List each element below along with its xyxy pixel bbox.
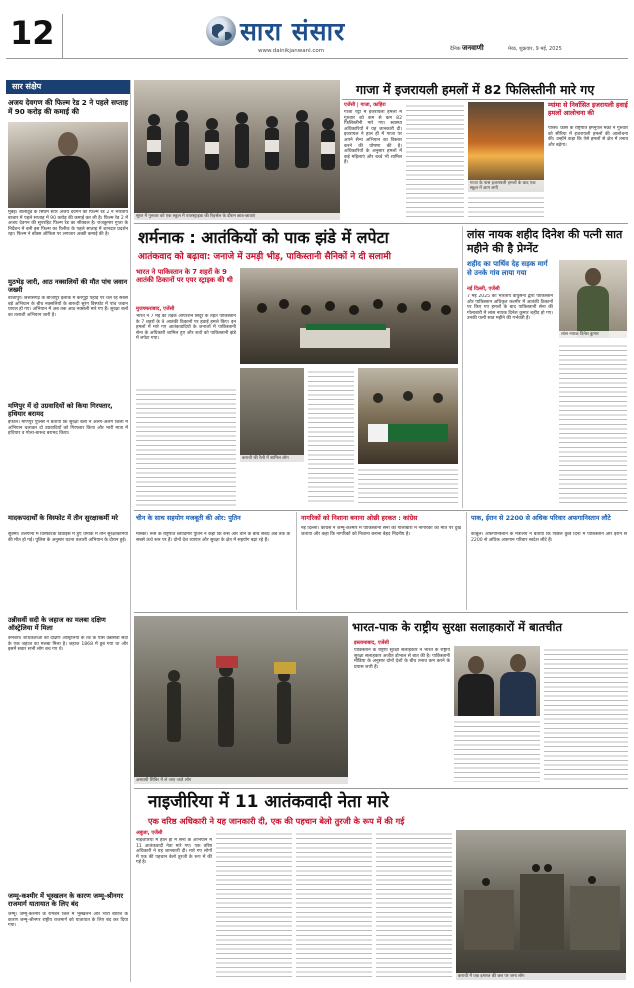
afghan-section — [466, 512, 629, 610]
sidebar-item-title: जम्मू-कश्मीर में भूस्खलन के कारण जम्मू-श्रीनगर राजमार्ग यातायात के लिए बंद — [8, 892, 124, 908]
gaza-body-continued — [468, 194, 544, 220]
sidebar-item-title: मादकपदार्थों के विस्फोट में तीन सुरक्षाकर्मी मरे — [8, 514, 118, 522]
gaza-section — [342, 80, 628, 220]
gaza-dateline: एजेंसी | गाजा, काहिरा — [344, 102, 386, 108]
funeral-crowd-photo — [240, 268, 458, 364]
globe-icon — [206, 16, 236, 46]
nigeria-body: नाइजीरिया में हाल ही में सेना के अभियान में 11 आतंकवादी नेता मारे गए। एक वरिष्ठ अधिकारी ने यह जानकारी दी। मारे गए लोगों में एक की पहचान बेलो तुरजी के रूप में की गई है। — [136, 838, 212, 866]
sidebar-item-body: सुक्मा। तेलंगाना में विस्फोटक डिवाइस में हुए धमाके में तीन सुरक्षाकर्मियों की मौत हो गई। पुलिस के अनुसार घटना तलाशी अभियान के दौरान हुई। — [8, 532, 128, 543]
karachi-rooftop-photo — [456, 830, 626, 980]
nigeria-body-continued — [216, 830, 292, 980]
section-rule — [134, 223, 628, 224]
masthead-divider — [62, 14, 63, 58]
masthead — [0, 0, 634, 78]
lance-naik-body: 7 मई 2025 को भारतीय वायुसेना द्वारा पाकिस्तान और पाकिस्तान अधिकृत कश्मीर में आतंकी ठिकानों पर किए गए हमलों के बाद पाकिस्तानी सेना की गोलाबारी में लांस नायक दिनेश कुमार शहीद हो गए। उनकी पत्नी सात महीने की गर्भवती हैं। — [467, 294, 553, 322]
nsa-body-continued — [454, 718, 540, 782]
refugees-photo — [134, 616, 348, 784]
school-drill-photo — [134, 80, 340, 220]
sharmnak-subhead: आतंकवाद को बढ़ावा: जनाजे में उमड़ी भीड़, पाकिस्तानी सैनिकों ने दी सलामी — [138, 252, 391, 262]
nsa-body-continued — [544, 646, 628, 782]
nigeria-dateline: अबुजा, एजेंसी — [136, 830, 163, 836]
sharmnak-dateline: मुजफ्फराबाद, एजेंसी — [136, 306, 175, 312]
afghan-headline: पाक, ईरान से 2200 से अधिक परिवार अफगानिस्तान लौटे — [471, 514, 611, 522]
photo-caption: अस्थायी शिविर में ले जाए जाते लोग — [134, 777, 348, 784]
sidebar-item-title: मुठभेड़ जारी, आठ नक्सलियों की मौत पांच जवान जख्मी — [8, 278, 128, 294]
putin-body: मॉस्को। रूस के राष्ट्रपति व्लादिमीर पुतिन ने कहा कि रूस और चीन के बीच संबंध अब तक के सबसे ऊंचे स्तर पर हैं। दोनों देश व्यापार और सुरक्षा के क्षेत्र में सहयोग बढ़ा रहे हैं। — [136, 532, 290, 543]
website: www.dainikjanwani.com — [258, 48, 325, 54]
nsa-dateline: इस्लामाबाद, एजेंसी — [354, 640, 389, 646]
paper-name: जनवाणी — [462, 44, 484, 52]
sharmnak-headline: शर्मनाक : आतंकियों को पाक झंडे में लपेटा — [138, 228, 389, 247]
karachi-rally-photo — [240, 368, 304, 462]
gaza-fire-photo — [468, 102, 544, 192]
sidebar-item-body: इंफाल। मणिपुर पुलिस ने बताया कि सुरक्षा बलों ने अलग-अलग जिलों में अभियान चलाकर दो उग्रवादियों को गिरफ्तार किया और भारी मात्रा में हथियार व गोला-बारूद बरामद किया। — [8, 420, 128, 437]
person-silhouette-icon — [458, 656, 494, 716]
congress-headline: नागरिकों को निशाना बनाना ओछी हरकत : कांग्रेस — [301, 514, 418, 522]
gaza-headline: गाजा में इजरायली हमलों में 82 फिलिस्तीनी मारे गए — [356, 82, 595, 97]
nigeria-subhead: एक वरिष्ठ अधिकारी ने यह जानकारी दी, एक की पहचान बेलो तुरजी के रूप में की गई — [148, 816, 405, 826]
nigeria-headline: नाइजीरिया में 11 आतंकवादी नेता मारे — [148, 792, 389, 812]
sidebar-lead-body: मुंबई। बॉलीवुड के सिंघम स्टार अजय देवगन की फिल्म रेड 2 ने भारतीय बाजार में पहले सप्ताह में 90 करोड़ की कमाई कर ली है। फिल्म रेड 2 में अजय देवगन की सुपरहिट फिल्म रेड का सीक्वल है। राजकुमार गुप्ता के निर्देशन में बनी इस फिल्म का रिलीज के पहले सप्ताह में शानदार प्रदर्शन रहा। फिल्म ने बॉक्स ऑफिस पर लगातार अच्छी कमाई की है। — [8, 210, 128, 238]
congress-body: नई दिल्ली। कांग्रेस ने जम्मू-कश्मीर में पाकिस्तानी सेना की गोलाबारी में नागरिकों की मौत पर दुख जताया और कहा कि नागरिकों को निशाना बनाना बेहद निंदनीय है। — [301, 526, 461, 537]
sharmnak-body-continued — [308, 368, 354, 504]
lance-naik-body-continued — [559, 342, 627, 506]
congress-section — [296, 512, 463, 610]
sidebar-item-body: बीजापुर। छत्तीसगढ़ के बीजापुर इलाके में कर्रेगुट्टा पहाड़ पर चल रहे सबसे बड़े अभियान के बीच नक्सलियों के बारूदी सुरंग विस्फोट में पांच जवान घायल हो गए। अभियान में अब तक आठ नक्सली मारे गए हैं। सुरक्षा बलों का तलाशी अभियान जारी है। — [8, 296, 128, 318]
sharmnak-body: भारत ने 7 मई को तड़के ऑपरेशन सिंदूर के तहत पाकिस्तान के 7 शहरों के 9 आतंकी ठिकानों पर हवाई हमले किए। इन हमलों में मारे गए आतंकवादियों के जनाजों में पाकिस्तानी सेना के अधिकारी शामिल हुए और शवों को पाकिस्तानी झंडे में लपेटा गया। — [136, 314, 236, 342]
nsa-section — [352, 616, 628, 784]
lance-naik-dateline: नई दिल्ली, एजेंसी — [467, 286, 500, 292]
section-rule — [134, 510, 628, 511]
sidebar-item-title: मणिपुर में दो उग्रवादियों को किया गिरफ्तार, हथियार बरामद — [8, 402, 113, 418]
sidebar-item-title: उन्नीसवीं सदी के जहाज का मलबा दक्षिण ऑस्ट्रेलिया में मिला — [8, 616, 106, 632]
sidebar-lead-title: अजय देवगण की फिल्म रेड 2 ने पहले सप्ताह में 90 करोड़ की कमाई की — [8, 98, 128, 116]
lance-naik-headline: लांस नायक शहीद दिनेश की पत्नी सात महीने की है प्रेग्नेंट — [467, 228, 623, 255]
coffin-photo — [358, 368, 458, 464]
gaza-body: गाजा पट्टी में इजरायली हमलों में गुरुवार को कम से कम 82 फिलिस्तीनी मारे गए। स्वास्थ्य अधिकारियों ने यह जानकारी दी। इजरायल ने हाल ही में गाजा पर अपने सैन्य अभियान का विस्तार करने की घोषणा की है। अधिकारियों के अनुसार हमलों में कई महिलाएं और बच्चे भी शामिल हैं। — [344, 110, 402, 166]
photo-caption: लांस नायक दिनेश कुमार — [559, 331, 627, 338]
masthead-bottom-rule — [6, 58, 628, 59]
sidebar-item-body: कैनबरा। शोधकर्ताओं को दक्षिण ऑस्ट्रेलिया के तट के पास उन्नीसवीं सदी के एक जहाज का मलबा मिला है। जहाज 1868 में डूब गया था और इसमें सवार सभी लोग बच गए थे। — [8, 636, 128, 653]
nigeria-body-continued — [296, 830, 372, 980]
sharmnak-sidebar-title: भारत ने पाकिस्तान के 7 शहरों के 9 आतंकी ठिकानों पर एयर स्ट्राइक की थी — [136, 268, 233, 285]
photo-caption: गाजा के पास इजरायली हमलों के बाद एक स्कूल में आग लगी — [468, 180, 544, 192]
gaza-body-continued — [406, 102, 464, 220]
sidebar-header: सार संक्षेप — [6, 80, 130, 94]
sidebar-item-body: जम्मू। जम्मू-कश्मीर के रामबन जिले में भूस्खलन और भारी बारिश के कारण जम्मू-श्रीनगर राष्ट्रीय राजमार्ग को यातायात के लिए बंद कर दिया गया। — [8, 912, 128, 929]
afghan-body: काबुल। अफगानिस्तान के मंत्रालय ने बताया कि पिछले कुछ दिनों में पाकिस्तान और ईरान से 2200 से अधिक अफगान परिवार स्वदेश लौटे हैं। — [471, 532, 627, 543]
page-number: 12 — [10, 14, 55, 52]
section-rule — [134, 788, 628, 789]
photo-caption: कराची में एक इमारत की छत पर जमा लोग — [456, 973, 626, 980]
nsa-officials-photo — [454, 646, 540, 716]
photo-caption: सूरत में गुरुवार को एक स्कूल में एयरस्ट्राइक की रिहर्सल के दौरान छात्र-छात्राएं — [134, 213, 340, 220]
paper-prefix: दैनिक — [450, 46, 461, 52]
person-silhouette-icon — [577, 268, 609, 338]
nsa-headline: भारत-पाक के राष्ट्रीय सुरक्षा सलाहकारों में बातचीत — [352, 620, 562, 634]
dinesh-kumar-photo — [559, 260, 627, 338]
sharmnak-body-continued — [136, 386, 236, 506]
nsa-body: पाकिस्तान के राष्ट्रीय सुरक्षा सलाहकार ने भारत के राष्ट्रीय सुरक्षा सलाहकार अजीत डोभाल से बात की है। पाकिस्तानी मीडिया के अनुसार दोनों देशों के बीच तनाव कम करने के प्रयास जारी हैं। — [354, 648, 450, 670]
myanmar-title: म्यांमा से निर्वासित इजरायली हवाई हमलों आलोचना की — [548, 101, 628, 117]
nigeria-section — [134, 790, 628, 982]
photo-caption: कराची की रैली में शामिल लोग — [240, 455, 304, 462]
sidebar — [6, 80, 131, 982]
sharmnak-body-continued — [358, 466, 458, 506]
person-silhouette-icon — [46, 132, 90, 208]
lance-naik-subhead: शहीद का पार्थिव देह सड़क मार्ग से उनके गांव लाया गया — [467, 260, 548, 277]
nigeria-body-continued — [376, 830, 452, 980]
lance-naik-section — [462, 226, 629, 508]
brand-name: सारा संसार — [240, 17, 346, 46]
person-silhouette-icon — [500, 654, 536, 716]
dateline: मेरठ, शुक्रवार, 9 मई, 2025 — [508, 46, 562, 52]
myanmar-body: पेरिस। फ्रांस के राष्ट्रपति इमैनुएल मैक्रों ने गुरुवार को सीरिया में इजरायली हमलों की आलोचना की। उन्होंने कहा कि ऐसे हमलों से क्षेत्र में तनाव और बढ़ेगा। — [548, 126, 628, 148]
ajay-devgn-photo — [8, 122, 128, 208]
putin-headline: चीन के साथ सहयोग मजबूती की ओर: पुतिन — [136, 514, 241, 522]
section-rule — [134, 612, 628, 613]
putin-section — [134, 512, 292, 610]
sharmnak-section — [134, 268, 458, 508]
section-rule — [342, 99, 628, 100]
